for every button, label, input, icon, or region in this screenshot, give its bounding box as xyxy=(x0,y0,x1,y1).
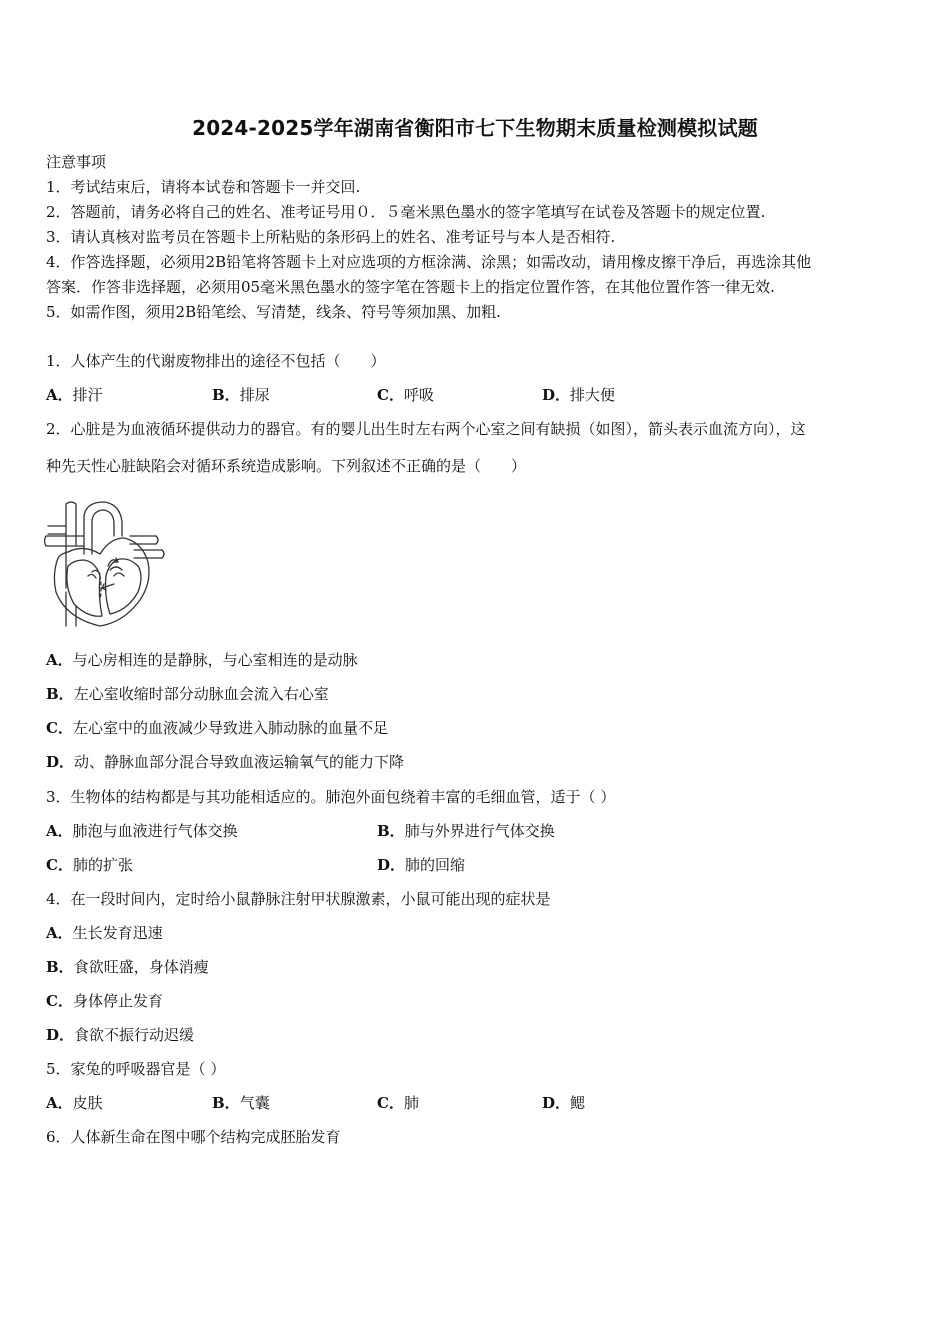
question-3-stem: 3．生物体的结构都是与其功能相适应的。肺泡外面包绕着丰富的毛细血管，适于（ ） xyxy=(46,788,616,806)
notice-heading: 注意事项 xyxy=(46,153,107,171)
notice-item: 2．答题前，请务必将自己的姓名、准考证号用０．５毫米黑色墨水的签字笔填写在试卷及答题卡的规定位置. xyxy=(46,203,766,221)
question-2-option-a[interactable]: A．与心房相连的是静脉，与心室相连的是动脉 xyxy=(46,651,358,669)
notice-item: 5．如需作图，须用2B铅笔绘、写清楚，线条、符号等须加黑、加粗. xyxy=(46,303,501,321)
notice-item: 答案．作答非选择题，必须用05毫米黑色墨水的签字笔在答题卡上的指定位置作答，在其他位置作答一律无效. xyxy=(46,278,775,296)
question-1-option-b[interactable]: B．排尿 xyxy=(212,386,270,404)
question-2-option-c[interactable]: C．左心室中的血液减少导致进入肺动脉的血量不足 xyxy=(46,719,388,737)
notice-item: 3．请认真核对监考员在答题卡上所粘贴的条形码上的姓名、准考证号与本人是否相符. xyxy=(46,228,616,246)
question-3-option-b[interactable]: B．肺与外界进行气体交换 xyxy=(377,822,555,840)
question-5-option-d[interactable]: D．鳃 xyxy=(542,1094,586,1112)
question-4-option-d[interactable]: D．食欲不振行动迟缓 xyxy=(46,1026,195,1044)
question-4-option-a[interactable]: A．生长发育迅速 xyxy=(46,924,163,942)
question-4-option-b[interactable]: B．食欲旺盛，身体消瘦 xyxy=(46,958,209,976)
question-2-stem: 2．心脏是为血液循环提供动力的器官。有的婴儿出生时左右两个心室之间有缺损（如图），箭头表示血流方向），这 xyxy=(46,420,806,438)
question-3-option-d[interactable]: D．肺的回缩 xyxy=(377,856,466,874)
question-5-option-a[interactable]: A．皮肤 xyxy=(46,1094,103,1112)
exam-title: 2024-2025学年湖南省衡阳市七下生物期末质量检测模拟试题 xyxy=(192,116,758,140)
question-3-option-a[interactable]: A．肺泡与血液进行气体交换 xyxy=(46,822,238,840)
notice-item: 1．考试结束后，请将本试卷和答题卡一并交回. xyxy=(46,178,361,196)
question-2-option-b[interactable]: B．左心室收缩时部分动脉血会流入右心室 xyxy=(46,685,329,703)
question-3-option-c[interactable]: C．肺的扩张 xyxy=(46,856,133,874)
question-2-option-d[interactable]: D．动、静脉血部分混合导致血液运输氧气的能力下降 xyxy=(46,753,405,771)
question-4-option-c[interactable]: C．身体停止发育 xyxy=(46,992,163,1010)
question-1-option-a[interactable]: A．排汗 xyxy=(46,386,103,404)
question-6-stem: 6．人体新生命在图中哪个结构完成胚胎发育 xyxy=(46,1128,341,1146)
question-1-option-d[interactable]: D．排大便 xyxy=(542,386,616,404)
question-1-option-c[interactable]: C．呼吸 xyxy=(377,386,434,404)
notice-item: 4．作答选择题，必须用2B铅笔将答题卡上对应选项的方框涂满、涂黑；如需改动，请用橡皮擦干净后，再选涂其他 xyxy=(46,253,812,271)
heart-diagram xyxy=(44,496,166,630)
question-5-stem: 5．家兔的呼吸器官是（ ） xyxy=(46,1060,226,1078)
question-5-option-b[interactable]: B．气囊 xyxy=(212,1094,270,1112)
question-4-stem: 4．在一段时间内，定时给小鼠静脉注射甲状腺激素，小鼠可能出现的症状是 xyxy=(46,890,551,908)
question-1-stem: 1．人体产生的代谢废物排出的途径不包括（ ） xyxy=(46,352,386,370)
question-2-stem: 种先天性心脏缺陷会对循环系统造成影响。下列叙述不正确的是（ ） xyxy=(46,457,527,475)
question-5-option-c[interactable]: C．肺 xyxy=(377,1094,419,1112)
